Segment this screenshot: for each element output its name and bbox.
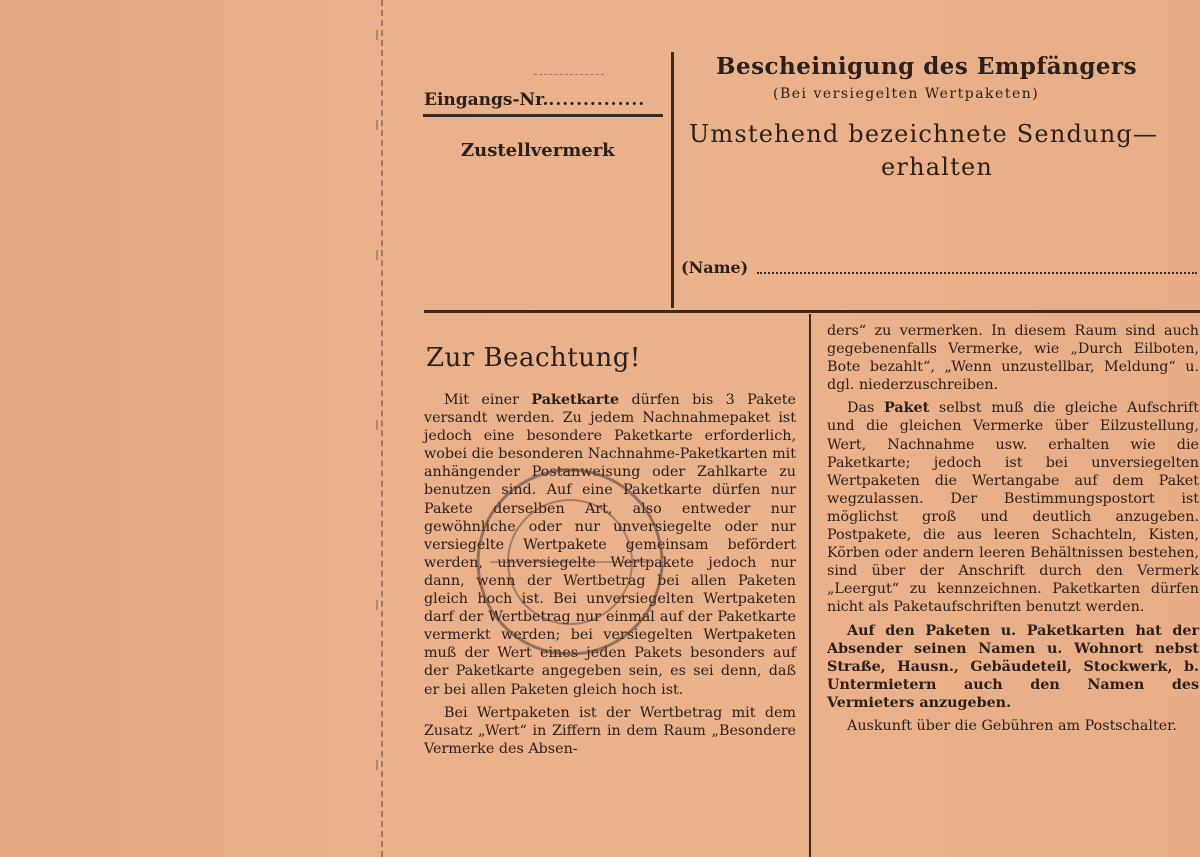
certificate-statement-line2: erhalten: [881, 153, 994, 181]
column-divider: [809, 314, 811, 857]
perforation-tick: [376, 600, 378, 610]
notice-right-paragraph-3: Auf den Paketen u. Paketkarten hat der Absender seinen Namen u. Wohnort nebst Straße, Hausn., Gebäudeteil, Stockwerk, b. Untermietern auch den Namen des Vermieters anzugeben.: [827, 622, 1199, 711]
notice-left-paragraph-2: Bei Wertpaketen ist der Wertbetrag mit dem Zusatz „Wert“ in Ziffern in dem Raum „Besondere Vermerke des Absen-: [424, 704, 796, 757]
perforation-tick: [376, 30, 378, 40]
eingangs-nr-dots: ..............: [548, 90, 646, 110]
certificate-divider: [671, 52, 674, 308]
zustellvermerk-label: Zustellvermerk: [461, 140, 615, 161]
eingang-underline: [423, 114, 663, 117]
eingangs-nr-label: Eingangs-Nr...............: [424, 90, 646, 110]
notice-left-paragraph-1: Mit einer Paketkarte dürfen bis 3 Pakete versandt werden. Zu jedem Nachnahmepaket ist jedoch eine besondere Paketkarte erforderlich, wobei die besonderen Nachnahme-Paketkarten mit anhängender Postanweisung oder Zahlkarte zu benutzen sind. Auf eine Paketkarte dürfen nur Pakete derselben Art, also entweder nur gewöhnliche oder nur unversiegelte oder nur versiegelte Wertpakete gemeinsam befördert werden, unversiegelte Wertpakete jedoch nur dann, wenn der Wertbetrag bei allen Paketen gleich hoch ist. Bei unversiegelten Wertpaketen darf der Wertbetrag nur einmal auf der Paketkarte vermerkt werden; bei versiegelten Wertpaketen muß der Wert eines jeden Pakets besonders auf der Paketkarte angegeben sein, es sei denn, daß er bei allen Paketen gleich hoch ist.: [424, 392, 796, 698]
perforation-tick: [376, 250, 378, 260]
perforation-tick: [376, 120, 378, 130]
notice-right-paragraph-1: ders“ zu vermerken. In diesem Raum sind auch gegebenenfalls Vermerke, wie „Durch Eilboten, Bote bezahlt“, „Wenn unzustellbar, Meldung“ u. dgl. niederzuschreiben.: [827, 323, 1199, 394]
notice-heading: Zur Beachtung!: [426, 343, 641, 373]
perforation-tick: [376, 420, 378, 430]
notice-right-column: [827, 322, 1199, 735]
certificate-subtitle: (Bei versiegelten Wertpaketen): [773, 86, 1040, 102]
notice-right-paragraph-4: Auskunft über die Gebühren am Postschalter.: [847, 717, 1177, 734]
top-dashes: [534, 74, 604, 75]
postmark-stamp: [470, 462, 670, 662]
name-label: (Name): [681, 258, 749, 277]
section-divider: [424, 310, 1200, 313]
perforation-tick: [376, 760, 378, 770]
notice-right-paragraph-2: Das Paket selbst muß die gleiche Aufschrift und die gleichen Vermerke über Eilzustellung, Wert, Nachnahme usw. erhalten wie die Paketkarte; jedoch ist bei unversiegelten Wertpaketen die Wertangabe auf dem Paket wegzulassen. Der Bestimmungspostort ist möglichst groß und deutlich anzugeben. Postpakete, die aus leeren Schachteln, Kisten, Körben oder andern leeren Behältnissen bestehen, sind über der Anschrift durch den Vermerk „Leergut“ zu kennzeichnen. Paketkarten dürfen nicht als Paketaufschriften benutzt werden.: [827, 400, 1199, 616]
certificate-statement-line1: Umstehend bezeichnete Sendung—: [689, 120, 1159, 148]
name-field-line: [757, 272, 1197, 274]
perforation-line: [381, 0, 383, 857]
certificate-title: Bescheinigung des Empfängers: [716, 53, 1138, 80]
